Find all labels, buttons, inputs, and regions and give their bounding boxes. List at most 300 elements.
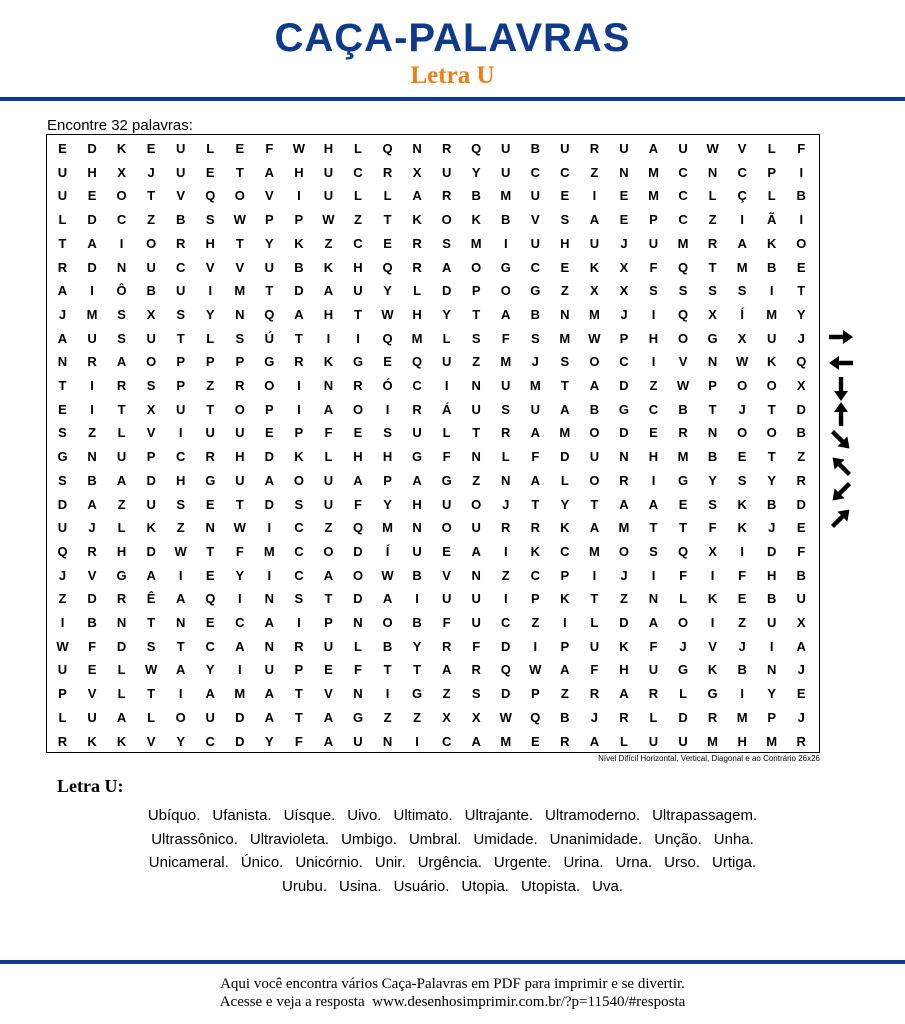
grid-cell: G bbox=[441, 472, 452, 488]
grid-cell: O bbox=[441, 212, 452, 228]
grid-cell: A bbox=[589, 520, 600, 536]
grid-cell: F bbox=[294, 733, 303, 749]
grid-cell: E bbox=[265, 425, 274, 441]
grid-cell: S bbox=[708, 283, 717, 299]
grid-cell: H bbox=[560, 235, 570, 251]
grid-cell: H bbox=[323, 306, 334, 322]
grid-cell: D bbox=[501, 638, 511, 654]
grid-cell: U bbox=[560, 141, 570, 156]
grid-cell: N bbox=[353, 686, 363, 702]
grid-cell: F bbox=[797, 141, 806, 156]
grid-cell: T bbox=[235, 496, 244, 512]
grid-cell: D bbox=[619, 425, 629, 441]
arrow-left-icon bbox=[826, 351, 856, 375]
grid-cell: Z bbox=[383, 709, 392, 725]
grid-cell: M bbox=[736, 259, 748, 275]
grid-cell: R bbox=[412, 259, 422, 275]
grid-cell: K bbox=[707, 591, 718, 607]
grid-cell: A bbox=[235, 638, 245, 654]
grid-cell: A bbox=[589, 378, 600, 393]
grid-cell: U bbox=[471, 401, 481, 417]
grid-cell: R bbox=[353, 378, 363, 393]
grid-cell: M bbox=[86, 306, 98, 322]
grid-cell: A bbox=[501, 306, 511, 322]
word-item: Urina. bbox=[563, 854, 604, 871]
grid-cell: I bbox=[208, 283, 213, 299]
grid-cell: W bbox=[381, 306, 394, 322]
grid-cell: R bbox=[796, 733, 806, 749]
word-item: Ultrapassagem. bbox=[652, 807, 758, 824]
grid-cell: C bbox=[175, 259, 186, 275]
grid-cell: C bbox=[353, 235, 363, 251]
arrow-down-right-icon bbox=[826, 428, 856, 452]
grid-cell: E bbox=[205, 615, 215, 630]
grid-cell: A bbox=[323, 709, 334, 725]
grid-cell: L bbox=[117, 686, 126, 702]
grid-cell: O bbox=[352, 567, 364, 583]
grid-cell: I bbox=[178, 686, 183, 702]
grid-cell: Y bbox=[471, 164, 481, 180]
grid-cell: F bbox=[354, 662, 362, 678]
grid-cell: R bbox=[707, 235, 718, 251]
grid-cell: A bbox=[441, 259, 452, 275]
grid-cell: S bbox=[58, 472, 67, 488]
grid-cell: M bbox=[588, 306, 600, 322]
grid-cell: K bbox=[116, 733, 127, 749]
grid-cell: K bbox=[560, 591, 570, 607]
grid-cell: E bbox=[87, 662, 97, 678]
grid-cell: M bbox=[736, 709, 748, 725]
grid-cell: K bbox=[560, 520, 570, 536]
grid-cell: I bbox=[90, 378, 94, 393]
grid-cell: X bbox=[619, 283, 629, 299]
grid-cell: G bbox=[677, 472, 689, 488]
grid-cell: E bbox=[796, 259, 806, 275]
grid-cell: N bbox=[264, 638, 275, 654]
grid-cell: U bbox=[87, 709, 97, 725]
grid-cell: B bbox=[737, 662, 747, 678]
grid-cell: K bbox=[766, 354, 777, 370]
grid-cell: L bbox=[117, 662, 126, 678]
grid-cell: E bbox=[442, 543, 451, 559]
grid-cell: L bbox=[413, 283, 422, 299]
grid-cell: U bbox=[323, 638, 334, 654]
grid-cell: E bbox=[796, 520, 806, 536]
grid-cell: E bbox=[235, 141, 245, 156]
grid-cell: O bbox=[618, 543, 629, 559]
grid-cell: H bbox=[87, 164, 97, 180]
grid-cell: O bbox=[677, 330, 689, 346]
grid-cell: A bbox=[175, 591, 186, 607]
grid-cell: O bbox=[589, 425, 600, 441]
grid-cell: K bbox=[707, 662, 718, 678]
word-item: Urtiga. bbox=[712, 854, 757, 871]
grid-cell: J bbox=[58, 567, 67, 583]
grid-cell: U bbox=[57, 662, 68, 678]
top-rule bbox=[0, 97, 905, 101]
grid-cell: U bbox=[441, 164, 452, 180]
grid-cell: B bbox=[796, 425, 806, 441]
grid-cell: J bbox=[590, 709, 598, 725]
grid-cell: O bbox=[737, 378, 748, 393]
grid-cell: W bbox=[499, 709, 512, 725]
grid-cell: Á bbox=[441, 401, 452, 417]
grid-cell: A bbox=[205, 686, 215, 702]
grid-cell: A bbox=[264, 686, 275, 702]
grid-cell: C bbox=[441, 733, 452, 749]
grid-cell: E bbox=[649, 425, 658, 441]
grid-cell: L bbox=[679, 591, 688, 607]
grid-cell: J bbox=[58, 306, 67, 322]
word-item: Usuário. bbox=[393, 877, 450, 895]
grid-cell: V bbox=[442, 567, 451, 583]
grid-cell: D bbox=[264, 449, 275, 465]
grid-cell: X bbox=[796, 378, 806, 393]
grid-cell: W bbox=[381, 567, 394, 583]
grid-cell: K bbox=[766, 235, 777, 251]
grid-cell: I bbox=[710, 567, 715, 583]
level-note: Nível Difícil Horizontal, Vertical, Diagonal e ao Contrário 26x26 bbox=[598, 754, 820, 763]
word-item: Único. bbox=[240, 854, 284, 871]
grid-cell: J bbox=[797, 330, 805, 346]
grid-cell: O bbox=[737, 425, 748, 441]
grid-cell: H bbox=[648, 330, 659, 346]
grid-cell: A bbox=[737, 235, 747, 251]
grid-cell: S bbox=[294, 496, 304, 512]
grid-cell: N bbox=[560, 306, 570, 322]
grid-cell: O bbox=[146, 354, 157, 370]
bottom-rule bbox=[0, 960, 905, 964]
word-item: Urgente. bbox=[493, 854, 552, 871]
grid-cell: A bbox=[471, 543, 481, 559]
grid-cell: R bbox=[560, 733, 570, 749]
grid-cell: T bbox=[767, 449, 776, 465]
grid-cell: M bbox=[500, 733, 512, 749]
grid-cell: H bbox=[737, 733, 747, 749]
grid-cell: N bbox=[323, 378, 334, 393]
grid-cell: C bbox=[530, 567, 540, 583]
grid-cell: O bbox=[382, 615, 393, 630]
grid-cell: S bbox=[235, 330, 245, 346]
grid-cell: B bbox=[382, 638, 393, 654]
grid-cell: B bbox=[589, 401, 600, 417]
grid-cell: H bbox=[294, 164, 304, 180]
grid-cell: P bbox=[205, 354, 215, 370]
grid-cell: X bbox=[590, 283, 599, 299]
grid-cell: I bbox=[592, 188, 597, 204]
grid-cell: Ó bbox=[382, 378, 393, 393]
arrow-up-left-icon bbox=[826, 454, 856, 478]
grid-cell: U bbox=[323, 164, 334, 180]
grid-cell: A bbox=[560, 662, 570, 678]
grid-cell: F bbox=[531, 449, 540, 465]
grid-cell: I bbox=[60, 615, 65, 630]
grid-cell: U bbox=[678, 733, 688, 749]
grid-cell: E bbox=[87, 188, 97, 204]
grid-cell: U bbox=[796, 591, 806, 607]
grid-cell: F bbox=[797, 543, 806, 559]
grid-cell: V bbox=[708, 638, 717, 654]
word-item: Urso. bbox=[664, 854, 701, 871]
grid-cell: A bbox=[530, 425, 540, 441]
grid-cell: R bbox=[619, 472, 629, 488]
grid-cell: R bbox=[87, 354, 97, 370]
grid-cell: I bbox=[297, 378, 301, 393]
grid-cell: A bbox=[116, 709, 127, 725]
grid-cell: G bbox=[116, 567, 127, 583]
grid-cell: P bbox=[146, 449, 156, 465]
grid-cell: Z bbox=[206, 378, 215, 393]
grid-cell: K bbox=[323, 259, 334, 275]
grid-cell: J bbox=[797, 709, 805, 725]
grid-cell: A bbox=[382, 591, 393, 607]
grid-cell: U bbox=[205, 425, 215, 441]
grid-cell: A bbox=[648, 615, 659, 630]
grid-cell: P bbox=[767, 709, 777, 725]
grid-cell: V bbox=[87, 686, 97, 702]
grid-cell: U bbox=[116, 449, 127, 465]
grid-cell: G bbox=[412, 449, 423, 465]
grid-cell: P bbox=[294, 662, 304, 678]
grid-cell: K bbox=[737, 520, 747, 536]
grid-cell: O bbox=[234, 401, 245, 417]
grid-cell: T bbox=[206, 543, 215, 559]
grid-cell: K bbox=[116, 141, 127, 156]
grid-cell: L bbox=[649, 709, 658, 725]
grid-cell: U bbox=[501, 164, 511, 180]
grid-cell: A bbox=[560, 401, 570, 417]
grid-cell: O bbox=[116, 188, 127, 204]
grid-cell: P bbox=[265, 212, 274, 228]
grid-cell: I bbox=[651, 354, 656, 370]
grid-cell: B bbox=[294, 259, 304, 275]
footer-line-2: Acesse e veja a resposta www.desenhosimprimir.com.br/?p=11540/#resposta bbox=[219, 994, 686, 1010]
grid-cell: S bbox=[176, 496, 186, 512]
grid-cell: Ú bbox=[264, 330, 275, 346]
word-item: Ultravioleta. bbox=[249, 830, 330, 848]
grid-cell: F bbox=[708, 520, 717, 536]
grid-cell: K bbox=[412, 212, 422, 228]
grid-cell: M bbox=[500, 354, 512, 370]
grid-cell: C bbox=[648, 401, 659, 417]
grid-cell: Z bbox=[560, 283, 569, 299]
grid-cell: Z bbox=[797, 449, 806, 465]
grid-cell: Z bbox=[590, 164, 599, 180]
grid-cell: T bbox=[590, 591, 599, 607]
grid-cell: B bbox=[412, 567, 422, 583]
grid-cell: U bbox=[412, 425, 422, 441]
grid-cell: P bbox=[383, 472, 392, 488]
grid-cell: W bbox=[292, 141, 306, 156]
grid-cell: M bbox=[766, 306, 778, 322]
grid-cell: J bbox=[620, 306, 628, 322]
grid-cell: I bbox=[503, 235, 508, 251]
grid-cell: C bbox=[530, 259, 540, 275]
grid-cell: N bbox=[116, 259, 127, 275]
grid-cell: P bbox=[294, 212, 304, 228]
grid-cell: J bbox=[620, 235, 628, 251]
word-search-grid bbox=[46, 134, 820, 753]
grid-cell: S bbox=[737, 283, 747, 299]
grid-cell: R bbox=[205, 449, 215, 465]
grid-cell: Z bbox=[619, 591, 628, 607]
grid-cell: U bbox=[589, 449, 600, 465]
grid-cell: D bbox=[57, 496, 68, 512]
grid-cell: I bbox=[297, 188, 301, 204]
grid-cell: W bbox=[736, 354, 749, 370]
grid-cell: R bbox=[648, 686, 659, 702]
grid-cell: L bbox=[767, 188, 776, 204]
grid-cell: Y bbox=[767, 686, 777, 702]
grid-cell: P bbox=[471, 283, 481, 299]
grid-cell: S bbox=[530, 330, 540, 346]
grid-cell: W bbox=[174, 543, 187, 559]
grid-cell: L bbox=[354, 141, 362, 156]
grid-cell: Ê bbox=[146, 591, 156, 607]
grid-cell: T bbox=[58, 378, 67, 393]
grid-cell: Q bbox=[382, 141, 393, 156]
grid-cell: Í bbox=[385, 543, 390, 559]
grid-cell: L bbox=[560, 472, 569, 488]
word-item: Uísque. bbox=[283, 807, 336, 824]
word-item: Ultramoderno. bbox=[545, 807, 641, 824]
grid-cell: V bbox=[87, 567, 97, 583]
grid-cell: L bbox=[58, 709, 67, 725]
grid-cell: D bbox=[796, 496, 806, 512]
grid-cell: H bbox=[619, 662, 629, 678]
grid-cell: Y bbox=[205, 662, 215, 678]
grid-cell: V bbox=[205, 259, 215, 275]
grid-cell: M bbox=[588, 543, 600, 559]
grid-cell: J bbox=[147, 164, 155, 180]
grid-cell: N bbox=[264, 591, 275, 607]
grid-cell: T bbox=[472, 306, 481, 322]
grid-cell: D bbox=[146, 472, 156, 488]
grid-cell: A bbox=[412, 188, 422, 204]
grid-cell: C bbox=[116, 212, 127, 228]
grid-cell: Y bbox=[176, 733, 186, 749]
grid-cell: I bbox=[799, 212, 804, 228]
grid-cell: Y bbox=[442, 306, 451, 322]
grid-cell: N bbox=[87, 449, 97, 465]
grid-cell: D bbox=[501, 686, 511, 702]
grid-cell: G bbox=[707, 330, 718, 346]
word-item: Unir. bbox=[374, 854, 406, 871]
grid-cell: R bbox=[235, 378, 245, 393]
grid-cell: T bbox=[797, 283, 806, 299]
grid-cell: B bbox=[796, 188, 806, 204]
grid-cell: I bbox=[178, 425, 183, 441]
grid-cell: N bbox=[471, 378, 481, 393]
grid-cell: S bbox=[205, 212, 215, 228]
grid-cell: V bbox=[146, 733, 156, 749]
grid-cell: K bbox=[294, 235, 304, 251]
grid-cell: Ç bbox=[737, 188, 747, 204]
grid-cell: T bbox=[294, 709, 303, 725]
grid-cell: S bbox=[501, 401, 511, 417]
grid-cell: X bbox=[412, 164, 422, 180]
grid-cell: T bbox=[590, 496, 599, 512]
grid-cell: O bbox=[146, 235, 157, 251]
grid-cell: C bbox=[678, 164, 688, 180]
grid-cell: I bbox=[563, 615, 567, 630]
grid-cell: F bbox=[679, 567, 688, 583]
grid-cell: E bbox=[58, 401, 67, 417]
grid-cell: R bbox=[501, 520, 511, 536]
word-item: Ultrajante. bbox=[464, 807, 534, 824]
grid-cell: S bbox=[146, 378, 156, 393]
grid-cell: W bbox=[233, 212, 246, 228]
grid-cell: L bbox=[590, 615, 599, 630]
grid-cell: S bbox=[678, 283, 688, 299]
grid-cell: I bbox=[385, 686, 390, 702]
grid-cell: T bbox=[324, 591, 333, 607]
grid-cell: L bbox=[324, 449, 333, 465]
grid-cell: U bbox=[57, 188, 68, 204]
grid-cell: M bbox=[677, 449, 689, 465]
word-item: Ultimato. bbox=[393, 807, 453, 824]
grid-cell: I bbox=[267, 520, 272, 536]
grid-cell: B bbox=[530, 141, 540, 156]
grid-cell: P bbox=[324, 615, 333, 630]
grid-cell: N bbox=[205, 520, 215, 536]
grid-cell: R bbox=[441, 638, 452, 654]
grid-cell: O bbox=[441, 520, 452, 536]
grid-cell: D bbox=[441, 283, 452, 299]
grid-cell: E bbox=[619, 188, 629, 204]
grid-cell: R bbox=[175, 235, 186, 251]
grid-cell: N bbox=[412, 520, 422, 536]
grid-cell: J bbox=[502, 496, 510, 512]
grid-cell: Y bbox=[265, 733, 274, 749]
grid-cell: D bbox=[235, 733, 245, 749]
grid-cell: Q bbox=[264, 306, 275, 322]
grid-cell: T bbox=[176, 330, 185, 346]
grid-cell: X bbox=[146, 401, 156, 417]
grid-cell: M bbox=[648, 188, 659, 204]
grid-cell: U bbox=[530, 401, 540, 417]
grid-cell: T bbox=[708, 259, 717, 275]
grid-cell: N bbox=[707, 425, 718, 441]
grid-cell: A bbox=[589, 733, 600, 749]
grid-cell: U bbox=[146, 496, 156, 512]
grid-cell: U bbox=[471, 615, 481, 630]
grid-cell: N bbox=[471, 567, 481, 583]
grid-cell: I bbox=[385, 401, 390, 417]
grid-cell: P bbox=[530, 686, 540, 702]
grid-cell: N bbox=[648, 591, 659, 607]
grid-cell: T bbox=[679, 520, 688, 536]
grid-cell: V bbox=[265, 188, 274, 204]
grid-cell: S bbox=[708, 496, 717, 512]
grid-cell: K bbox=[323, 354, 334, 370]
grid-cell: H bbox=[412, 496, 422, 512]
grid-cell: L bbox=[354, 188, 362, 204]
grid-cell: T bbox=[383, 662, 392, 678]
page-title: CAÇA-PALAVRAS bbox=[274, 16, 631, 60]
grid-cell: T bbox=[176, 638, 185, 654]
grid-cell: C bbox=[737, 164, 747, 180]
grid-cell: B bbox=[146, 283, 156, 299]
grid-cell: G bbox=[707, 686, 718, 702]
grid-cell: Q bbox=[205, 188, 216, 204]
grid-cell: R bbox=[589, 686, 600, 702]
grid-cell: E bbox=[146, 141, 156, 156]
grid-cell: C bbox=[501, 615, 511, 630]
grid-cell: U bbox=[264, 662, 275, 678]
grid-cell: Z bbox=[531, 615, 540, 630]
grid-cell: V bbox=[324, 686, 333, 702]
